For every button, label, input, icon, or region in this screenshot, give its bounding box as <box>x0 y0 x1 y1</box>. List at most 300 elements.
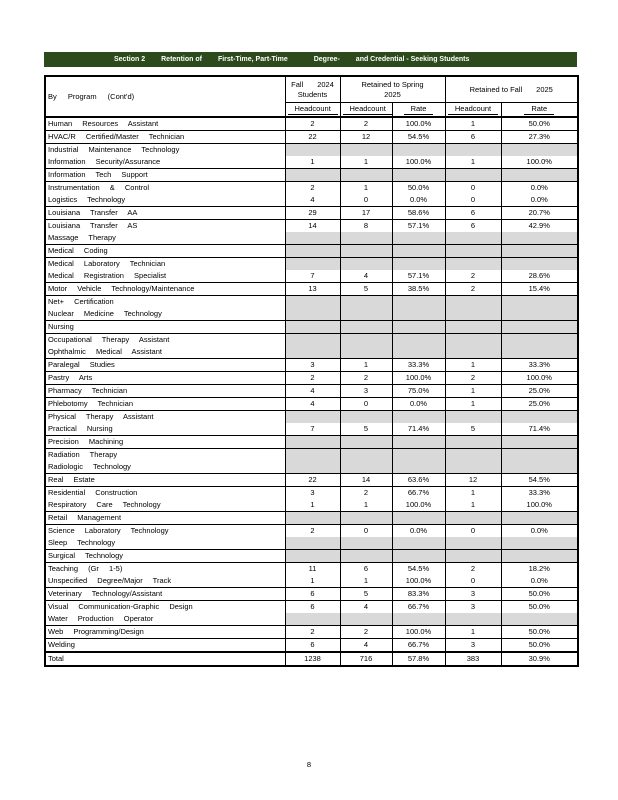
value-cell <box>501 245 578 258</box>
value-cell <box>285 258 340 271</box>
value-cell: 14 <box>340 474 392 487</box>
value-cell: 4 <box>340 639 392 653</box>
col-subheader-rate: Rate <box>392 103 445 118</box>
program-name-cell: Louisiana Transfer AA <box>45 207 285 220</box>
value-cell: 28.6% <box>501 270 578 283</box>
value-cell <box>445 346 501 359</box>
value-cell: 2 <box>445 372 501 385</box>
value-cell: 1 <box>340 156 392 169</box>
value-cell: 75.0% <box>392 385 445 398</box>
value-cell: 17 <box>340 207 392 220</box>
by-program-header: By Program (Cont'd) <box>45 76 285 117</box>
value-cell: 0.0% <box>392 194 445 207</box>
value-cell: 0 <box>445 182 501 195</box>
value-cell <box>285 346 340 359</box>
table-row <box>45 169 578 182</box>
table-row <box>45 512 578 525</box>
value-cell: 57.1% <box>392 220 445 233</box>
value-cell: 0.0% <box>501 182 578 195</box>
value-cell: 18.2% <box>501 563 578 576</box>
program-name-cell: Pastry Arts <box>45 372 285 385</box>
value-cell <box>501 512 578 525</box>
value-cell: 6 <box>445 131 501 144</box>
table-row <box>45 411 578 424</box>
program-name-cell: Web Programming/Design <box>45 626 285 639</box>
program-name-cell: Louisiana Transfer AS <box>48 221 138 230</box>
value-cell <box>501 436 578 449</box>
table-body <box>45 117 578 666</box>
program-name-cell: Physical Therapy Assistant <box>48 412 154 421</box>
value-cell: 8 <box>340 220 392 233</box>
value-cell: 100.0% <box>392 372 445 385</box>
value-cell: 25.0% <box>501 398 578 411</box>
value-cell <box>445 411 501 424</box>
value-cell: 6 <box>285 601 340 614</box>
value-cell: 0.0% <box>501 525 578 538</box>
value-cell <box>445 169 501 182</box>
table-row <box>45 308 578 321</box>
value-cell: 1 <box>340 359 392 372</box>
value-cell: 1 <box>340 575 392 588</box>
value-cell <box>501 537 578 550</box>
value-cell <box>285 512 340 525</box>
program-name-cell: Respiratory Care Technology <box>45 499 285 512</box>
table-row <box>45 156 578 169</box>
value-cell <box>392 334 445 347</box>
program-name-cell: Information Tech Support <box>45 169 285 182</box>
value-cell: 33.3% <box>392 359 445 372</box>
value-cell: 58.6% <box>392 207 445 220</box>
program-name-cell: Occupational Therapy Assistant <box>48 335 170 344</box>
program-name-cell: Visual Communication-Graphic Design <box>48 602 193 611</box>
value-cell: 0.0% <box>392 525 445 538</box>
value-cell <box>392 258 445 271</box>
value-cell: 1 <box>285 499 340 512</box>
table-row <box>45 207 578 220</box>
value-cell: 1 <box>445 156 501 169</box>
value-cell <box>445 613 501 626</box>
value-cell: 3 <box>285 487 340 500</box>
value-cell <box>501 169 578 182</box>
value-cell <box>285 232 340 245</box>
table-row <box>45 245 578 258</box>
value-cell <box>445 296 501 309</box>
table-row <box>45 575 578 588</box>
value-cell: 4 <box>285 385 340 398</box>
group-header-row <box>45 76 578 103</box>
value-cell <box>445 245 501 258</box>
value-cell <box>340 296 392 309</box>
value-cell <box>340 334 392 347</box>
col-subheader-headcount: Headcount <box>445 103 501 118</box>
value-cell: 2 <box>285 117 340 131</box>
value-cell <box>340 411 392 424</box>
col-header-fall-2024-students <box>285 76 340 103</box>
value-cell <box>445 550 501 563</box>
table-row <box>45 436 578 449</box>
value-cell: 27.3% <box>501 131 578 144</box>
table-row <box>45 385 578 398</box>
value-cell <box>501 308 578 321</box>
value-cell: 383 <box>445 652 501 666</box>
program-name-cell: Human Resources Assistant <box>45 117 285 131</box>
value-cell: 54.5% <box>501 474 578 487</box>
value-cell: 1 <box>285 156 340 169</box>
value-cell <box>392 411 445 424</box>
value-cell: 6 <box>285 588 340 601</box>
header-text: Fall <box>291 79 304 89</box>
value-cell: 50.0% <box>392 182 445 195</box>
value-cell: 57.8% <box>392 652 445 666</box>
value-cell: 6 <box>445 220 501 233</box>
table-row <box>45 601 578 614</box>
table-row <box>45 626 578 639</box>
value-cell: 2 <box>285 372 340 385</box>
table-row <box>45 296 578 309</box>
program-name-cell: Nuclear Medicine Technology <box>45 308 285 321</box>
value-cell <box>445 537 501 550</box>
value-cell: 2 <box>340 372 392 385</box>
value-cell: 1 <box>445 487 501 500</box>
value-cell: 0 <box>340 525 392 538</box>
value-cell: 22 <box>285 131 340 144</box>
value-cell <box>340 245 392 258</box>
value-cell: 100.0% <box>392 575 445 588</box>
value-cell: 1238 <box>285 652 340 666</box>
table-row <box>45 131 578 144</box>
value-cell: 4 <box>340 601 392 614</box>
value-cell: 14 <box>285 220 340 233</box>
value-cell: 2 <box>340 626 392 639</box>
col-subheader-rate: Rate <box>501 103 578 118</box>
page-number: 8 <box>306 760 312 769</box>
table-row <box>45 334 578 347</box>
value-cell: 54.5% <box>392 131 445 144</box>
value-cell: 1 <box>445 398 501 411</box>
value-cell <box>501 346 578 359</box>
program-name-cell: Pharmacy Technician <box>45 385 285 398</box>
col-subheader-headcount: Headcount <box>285 103 340 118</box>
value-cell: 33.3% <box>501 487 578 500</box>
program-name-cell: Instrumentation & Control <box>48 183 150 192</box>
total-row <box>45 652 578 666</box>
program-name-cell: Veterinary Technology/Assistant <box>45 588 285 601</box>
value-cell <box>392 321 445 334</box>
table-row <box>45 613 578 626</box>
value-cell: 100.0% <box>501 372 578 385</box>
value-cell <box>501 449 578 462</box>
value-cell <box>285 334 340 347</box>
value-cell: 15.4% <box>501 283 578 296</box>
program-name-cell: Medical Coding <box>45 245 285 258</box>
value-cell <box>285 613 340 626</box>
program-name-cell: Practical Nursing <box>45 423 285 436</box>
program-name-cell: Ophthalmic Medical Assistant <box>45 346 285 359</box>
value-cell <box>340 321 392 334</box>
value-cell: 1 <box>285 575 340 588</box>
program-name-cell: Welding <box>45 639 285 653</box>
value-cell: 5 <box>340 283 392 296</box>
value-cell <box>501 334 578 347</box>
value-cell: 2 <box>445 270 501 283</box>
table-row <box>45 258 578 271</box>
value-cell <box>392 550 445 563</box>
value-cell: 22 <box>285 474 340 487</box>
value-cell <box>285 461 340 474</box>
value-cell <box>501 232 578 245</box>
value-cell: 11 <box>285 563 340 576</box>
value-cell: 20.7% <box>501 207 578 220</box>
value-cell: 50.0% <box>501 639 578 653</box>
value-cell <box>501 296 578 309</box>
value-cell: 54.5% <box>392 563 445 576</box>
value-cell: 3 <box>340 385 392 398</box>
value-cell: 0.0% <box>501 575 578 588</box>
value-cell <box>340 613 392 626</box>
program-name-cell: Industrial Maintenance Technology <box>48 145 180 154</box>
value-cell <box>340 537 392 550</box>
program-name-cell: Real Estate <box>45 474 285 487</box>
value-cell: 100.0% <box>392 156 445 169</box>
value-cell: 12 <box>445 474 501 487</box>
header-text: Students <box>297 89 328 99</box>
table-row <box>45 220 578 233</box>
value-cell: 7 <box>285 423 340 436</box>
value-cell: 0 <box>340 398 392 411</box>
section-title-bar <box>44 52 577 67</box>
header-text: 2025 <box>384 89 401 99</box>
value-cell <box>501 411 578 424</box>
value-cell: 6 <box>340 563 392 576</box>
value-cell <box>392 436 445 449</box>
value-cell <box>501 258 578 271</box>
table-row <box>45 639 578 653</box>
value-cell <box>392 169 445 182</box>
program-name-cell: HVAC/R Certified/Master Technician <box>45 131 285 144</box>
table-row <box>45 270 578 283</box>
title-segment: First-Time, Part-Time <box>217 56 288 63</box>
value-cell: 1 <box>340 182 392 195</box>
value-cell <box>285 436 340 449</box>
program-name-cell: Phlebotomy Technician <box>45 398 285 411</box>
value-cell: 71.4% <box>392 423 445 436</box>
value-cell <box>445 334 501 347</box>
value-cell: 29 <box>285 207 340 220</box>
value-cell: 3 <box>445 601 501 614</box>
value-cell <box>285 321 340 334</box>
value-cell: 0 <box>445 575 501 588</box>
value-cell <box>340 346 392 359</box>
value-cell: 33.3% <box>501 359 578 372</box>
program-name-cell: Radiation Therapy <box>48 450 118 459</box>
table-row <box>45 398 578 411</box>
program-name-cell: Nursing <box>45 321 285 334</box>
value-cell <box>285 537 340 550</box>
value-cell <box>285 245 340 258</box>
value-cell: 6 <box>445 207 501 220</box>
value-cell: 1 <box>445 385 501 398</box>
value-cell: 0 <box>445 194 501 207</box>
value-cell <box>445 308 501 321</box>
value-cell <box>501 461 578 474</box>
value-cell <box>445 258 501 271</box>
table-row <box>45 499 578 512</box>
title-segment: Retention of <box>161 56 202 63</box>
value-cell: 38.5% <box>392 283 445 296</box>
value-cell: 4 <box>285 194 340 207</box>
value-cell <box>392 245 445 258</box>
program-name-cell: Retail Management <box>45 512 285 525</box>
table-row <box>45 461 578 474</box>
program-name-cell: Massage Therapy <box>45 232 285 245</box>
value-cell: 1 <box>445 499 501 512</box>
value-cell <box>392 232 445 245</box>
value-cell: 0 <box>340 194 392 207</box>
value-cell <box>392 613 445 626</box>
value-cell: 100.0% <box>392 117 445 131</box>
header-text: Retained to Fall <box>469 84 523 94</box>
value-cell <box>392 346 445 359</box>
value-cell: 4 <box>340 270 392 283</box>
value-cell: 4 <box>285 398 340 411</box>
col-header-retained-spring <box>340 76 445 103</box>
value-cell: 1 <box>445 359 501 372</box>
value-cell: 25.0% <box>501 385 578 398</box>
table-row <box>45 194 578 207</box>
title-segment: and Credential - Seeking Students <box>355 56 470 63</box>
title-segment: Degree- <box>313 56 340 63</box>
value-cell <box>445 321 501 334</box>
value-cell: 50.0% <box>501 117 578 131</box>
table-row <box>45 283 578 296</box>
program-name-cell: Medical Registration Specialist <box>45 270 285 283</box>
value-cell: 50.0% <box>501 588 578 601</box>
value-cell: 63.6% <box>392 474 445 487</box>
value-cell: 42.9% <box>501 220 578 233</box>
value-cell <box>340 436 392 449</box>
program-name-cell: Sleep Technology <box>45 537 285 550</box>
value-cell: 57.1% <box>392 270 445 283</box>
table-row <box>45 474 578 487</box>
value-cell: 2 <box>340 487 392 500</box>
table-header <box>45 76 578 117</box>
value-cell <box>285 308 340 321</box>
value-cell: 2 <box>445 283 501 296</box>
table-row <box>45 346 578 359</box>
value-cell: 1 <box>445 626 501 639</box>
value-cell <box>392 308 445 321</box>
table-row <box>45 525 578 538</box>
value-cell <box>392 537 445 550</box>
value-cell <box>392 144 445 157</box>
value-cell: 2 <box>285 525 340 538</box>
value-cell <box>340 512 392 525</box>
retention-table <box>44 75 579 667</box>
table-row <box>45 117 578 131</box>
value-cell: 3 <box>445 639 501 653</box>
col-subheader-headcount: Headcount <box>340 103 392 118</box>
value-cell <box>501 550 578 563</box>
program-name-cell: Precision Machining <box>45 436 285 449</box>
value-cell: 100.0% <box>392 626 445 639</box>
value-cell <box>340 169 392 182</box>
table-row <box>45 321 578 334</box>
value-cell <box>285 411 340 424</box>
table-row <box>45 372 578 385</box>
header-text: Retained to Spring <box>361 79 424 89</box>
program-name-cell: Total <box>45 652 285 666</box>
value-cell <box>340 232 392 245</box>
value-cell <box>501 144 578 157</box>
value-cell: 66.7% <box>392 601 445 614</box>
value-cell: 5 <box>340 588 392 601</box>
value-cell: 2 <box>285 626 340 639</box>
value-cell: 100.0% <box>501 156 578 169</box>
title-segment: Section 2 <box>114 56 146 63</box>
value-cell <box>340 308 392 321</box>
program-name-cell: Paralegal Studies <box>45 359 285 372</box>
value-cell <box>340 258 392 271</box>
program-name-cell: Teaching (Gr 1-5) <box>48 564 123 573</box>
table-row <box>45 550 578 563</box>
value-cell <box>392 512 445 525</box>
value-cell: 0 <box>445 525 501 538</box>
value-cell: 0.0% <box>501 194 578 207</box>
program-name-cell: Residential Construction <box>48 488 138 497</box>
col-header-retained-fall <box>445 76 578 103</box>
value-cell <box>392 449 445 462</box>
value-cell: 5 <box>340 423 392 436</box>
value-cell: 12 <box>340 131 392 144</box>
value-cell <box>445 232 501 245</box>
value-cell: 83.3% <box>392 588 445 601</box>
table-row <box>45 537 578 550</box>
value-cell: 1 <box>340 499 392 512</box>
value-cell: 71.4% <box>501 423 578 436</box>
program-name-cell: Motor Vehicle Technology/Maintenance <box>45 283 285 296</box>
value-cell: 0.0% <box>392 398 445 411</box>
value-cell: 66.7% <box>392 487 445 500</box>
table-row <box>45 182 578 195</box>
table-row <box>45 449 578 462</box>
table-row <box>45 359 578 372</box>
value-cell: 716 <box>340 652 392 666</box>
value-cell: 50.0% <box>501 626 578 639</box>
value-cell: 50.0% <box>501 601 578 614</box>
table-row <box>45 588 578 601</box>
value-cell <box>445 436 501 449</box>
value-cell: 3 <box>285 359 340 372</box>
value-cell: 2 <box>285 182 340 195</box>
value-cell <box>445 449 501 462</box>
header-text: 2024 <box>317 79 334 89</box>
value-cell: 6 <box>285 639 340 653</box>
program-name-cell: Unspecified Degree/Major Track <box>45 575 285 588</box>
table-row <box>45 423 578 436</box>
value-cell: 13 <box>285 283 340 296</box>
value-cell <box>285 550 340 563</box>
header-text: 2025 <box>536 84 553 94</box>
program-name-cell: Medical Laboratory Technician <box>48 259 166 268</box>
value-cell: 100.0% <box>501 499 578 512</box>
table-row <box>45 144 578 157</box>
value-cell <box>285 296 340 309</box>
value-cell <box>340 449 392 462</box>
program-name-cell: Water Production Operator <box>45 613 285 626</box>
program-name-cell: Information Security/Assurance <box>45 156 285 169</box>
program-name-cell: Net+ Certification <box>48 297 114 306</box>
value-cell <box>501 321 578 334</box>
